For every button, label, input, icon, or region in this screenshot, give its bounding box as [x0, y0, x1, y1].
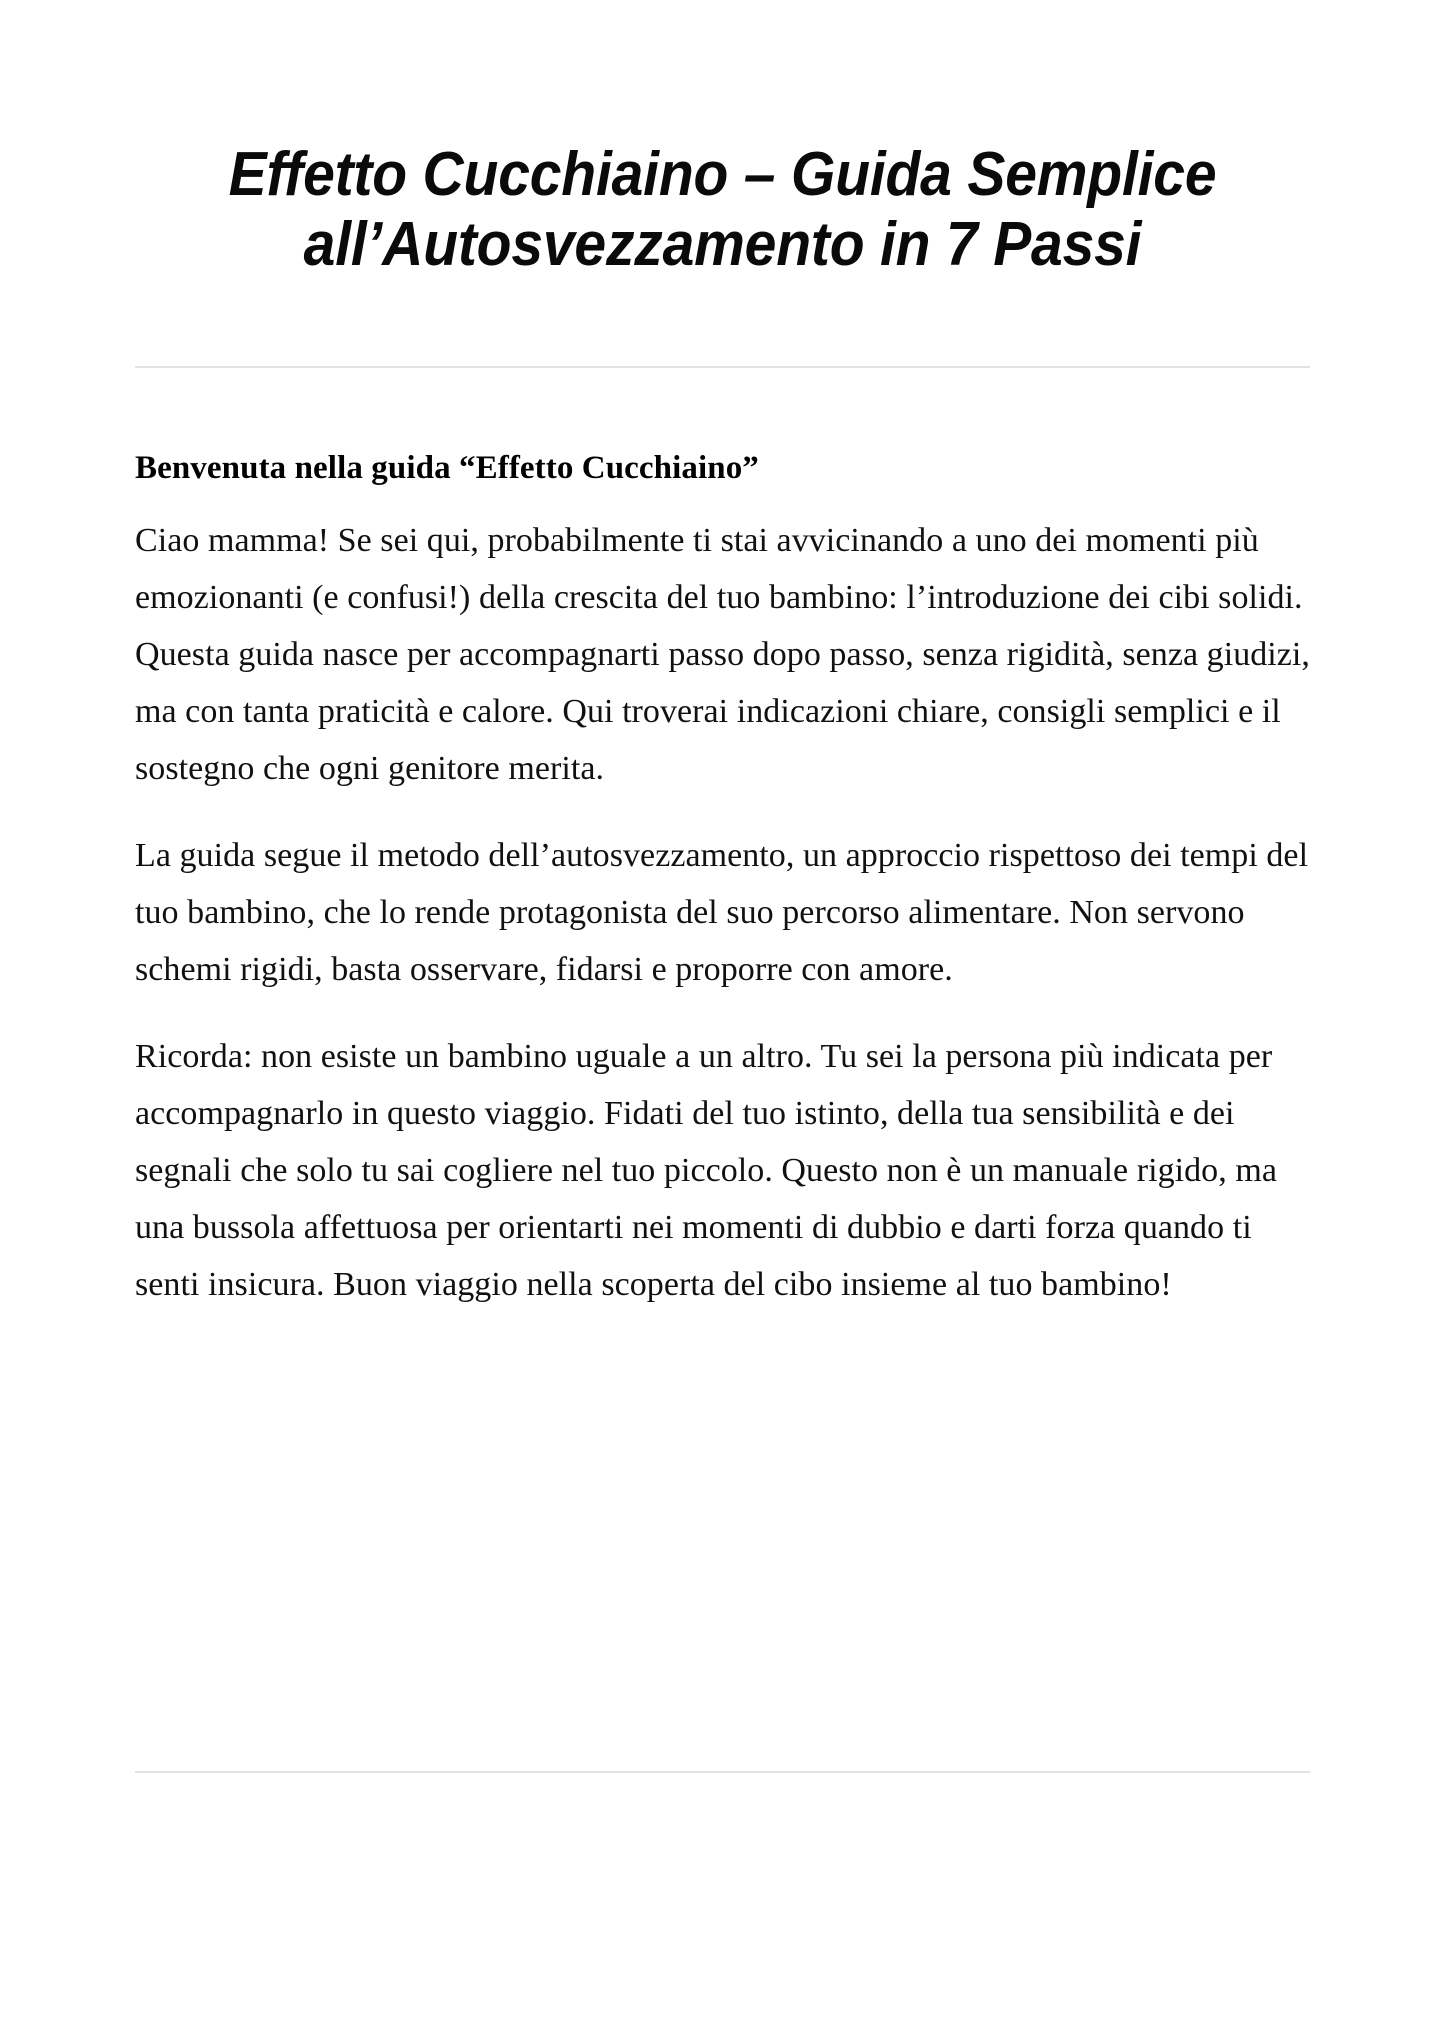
page-title: Effetto Cucchiaino – Guida Semplice all’Autosvezzamento in 7 Passi [228, 140, 1217, 279]
body-paragraph-2: La guida segue il metodo dell’autosvezzamento, un approccio rispettoso dei tempi del tuo bambino, che lo rende protagonista del suo percorso alimentare. Non servono schemi rigidi, basta osservare, fidarsi e proporre con amore. [135, 837, 1309, 988]
body-section [135, 446, 1310, 1313]
body-paragraph-1: Ciao mamma! Se sei qui, probabilmente ti stai avvicinando a uno dei momenti più emozionanti (e confusi!) della crescita del tuo bambino: l’introduzione dei cibi solidi. Questa guida nasce per accompagnarti passo dopo passo, senza rigidità, senza giudizi, ma con tanta praticità e calore. Qui troverai indicazioni chiare, consigli semplici e il sostegno che ogni genitore merita. [135, 522, 1310, 787]
document-content [135, 0, 1310, 1313]
title-divider [135, 366, 1310, 368]
body-paragraph-3: Ricorda: non esiste un bambino uguale a un altro. Tu sei la persona più indicata per accompagnarlo in questo viaggio. Fidati del tuo istinto, della tua sensibilità e dei segnali che solo tu sai cogliere nel tuo piccolo. Questo non è un manuale rigido, ma una bussola affettuosa per orientarti nei momenti di dubbio e darti forza quando ti senti insicura. Buon viaggio nella scoperta del cibo insieme al tuo bambino! [135, 1038, 1277, 1303]
section-heading: Benvenuta nella guida “Effetto Cucchiaino” [135, 450, 759, 486]
footer-divider [135, 1771, 1310, 1773]
